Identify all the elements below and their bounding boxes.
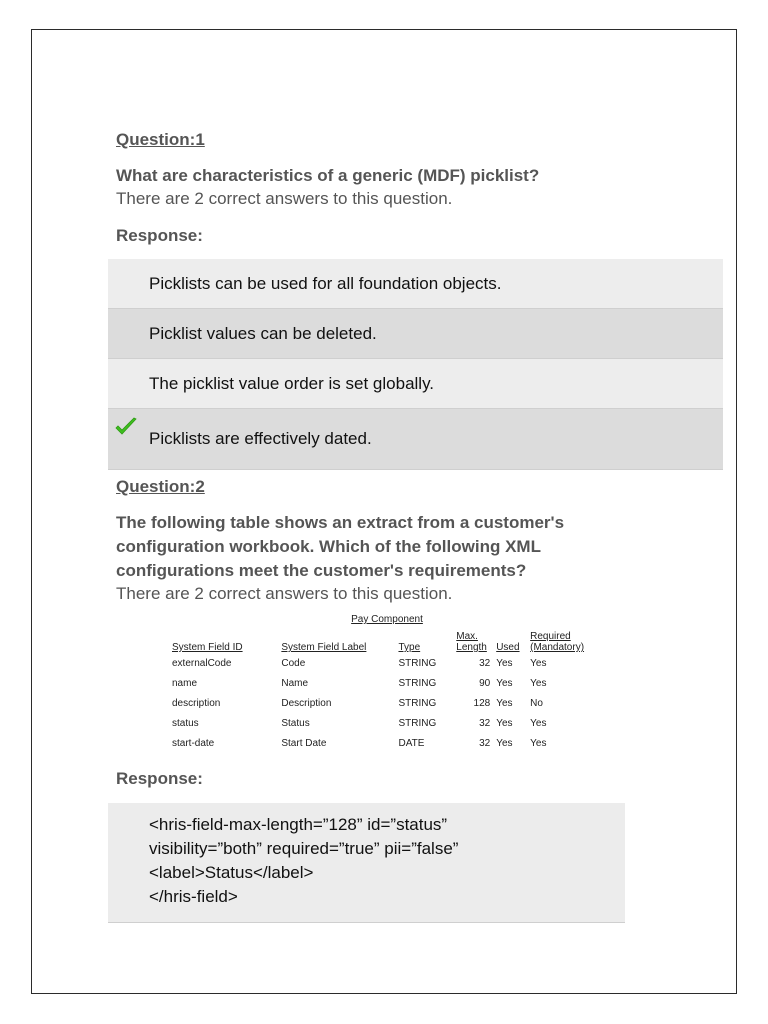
config-table-image: [170, 614, 600, 753]
table-cell: Yes: [530, 717, 547, 729]
table-cell: No: [530, 697, 543, 709]
answer-option-label: Picklists are effectively dated.: [149, 429, 372, 448]
table-cell: Description: [281, 697, 332, 709]
question-1-heading: Question:1: [116, 130, 205, 149]
table-cell: Yes: [530, 677, 547, 689]
table-header-row: [170, 631, 600, 653]
table-cell: name: [172, 677, 198, 689]
column-header: Used: [496, 642, 520, 653]
question-1-subtext: There are 2 correct answers to this question.: [116, 189, 453, 208]
answer-option-1[interactable]: [108, 259, 723, 309]
table-cell: Code: [281, 657, 306, 669]
table-cell: Yes: [496, 677, 513, 689]
table-row: [170, 693, 600, 713]
code-line: </hris-field>: [149, 887, 238, 906]
code-line: <hris-field-max-length=”128” id=”status”: [149, 815, 448, 834]
column-header: System Field Label: [281, 642, 367, 653]
answer-option-4[interactable]: [108, 409, 723, 470]
table-cell: Yes: [496, 737, 513, 749]
table-cell: Yes: [496, 717, 513, 729]
table-row: [170, 653, 600, 673]
answer-option-3[interactable]: [108, 359, 723, 409]
table-cell: 90: [479, 677, 491, 689]
table-cell: 128: [473, 697, 491, 709]
question-2-response-label: Response:: [116, 769, 203, 788]
green-checkmark-icon: [114, 415, 138, 439]
code-line: <label>Status</label>: [149, 863, 314, 882]
table-cell: STRING: [398, 657, 437, 669]
table-cell: status: [172, 717, 199, 729]
config-table: [170, 631, 600, 753]
table-cell: description: [172, 697, 221, 709]
table-cell: Name: [281, 677, 309, 689]
column-header: Type: [398, 642, 421, 653]
table-cell: 32: [479, 657, 491, 669]
question-2-subtext: There are 2 correct answers to this question.: [116, 584, 453, 603]
answer-option-2[interactable]: [108, 309, 723, 359]
table-cell: 32: [479, 737, 491, 749]
table-cell: Yes: [530, 657, 547, 669]
table-title: Pay Component: [351, 614, 423, 625]
table-cell: STRING: [398, 717, 437, 729]
column-header: System Field ID: [172, 642, 243, 653]
table-cell: externalCode: [172, 657, 232, 669]
table-cell: Yes: [496, 697, 513, 709]
table-cell: DATE: [398, 737, 425, 749]
table-cell: STRING: [398, 697, 437, 709]
table-cell: 32: [479, 717, 491, 729]
question-1-text: What are characteristics of a generic (MDF) picklist?: [116, 166, 540, 185]
table-cell: STRING: [398, 677, 437, 689]
table-cell: Start Date: [281, 737, 327, 749]
question-2-heading: Question:2: [116, 477, 205, 496]
table-row: [170, 733, 600, 753]
code-line: visibility=”both” required=”true” pii=”false”: [149, 839, 459, 858]
table-row: [170, 713, 600, 733]
answer-option-label: The picklist value order is set globally.: [149, 373, 435, 393]
column-header: Required (Mandatory): [530, 631, 585, 653]
answer-options: [108, 259, 723, 470]
table-row: [170, 673, 600, 693]
answer-option-label: Picklists can be used for all foundation objects.: [149, 273, 502, 293]
question-1-response-label: Response:: [116, 226, 203, 245]
table-cell: Yes: [496, 657, 513, 669]
table-cell: Status: [281, 717, 310, 729]
answer-option-label: Picklist values can be deleted.: [149, 323, 377, 343]
column-header: Max. Length: [456, 631, 487, 653]
question-2-text: The following table shows an extract from a customer's configuration workbook. Which of the following XML configurations meet the customer's requirements?: [116, 513, 565, 580]
table-cell: start-date: [172, 737, 215, 749]
table-cell: Yes: [530, 737, 547, 749]
xml-answer-option[interactable]: [108, 803, 625, 923]
